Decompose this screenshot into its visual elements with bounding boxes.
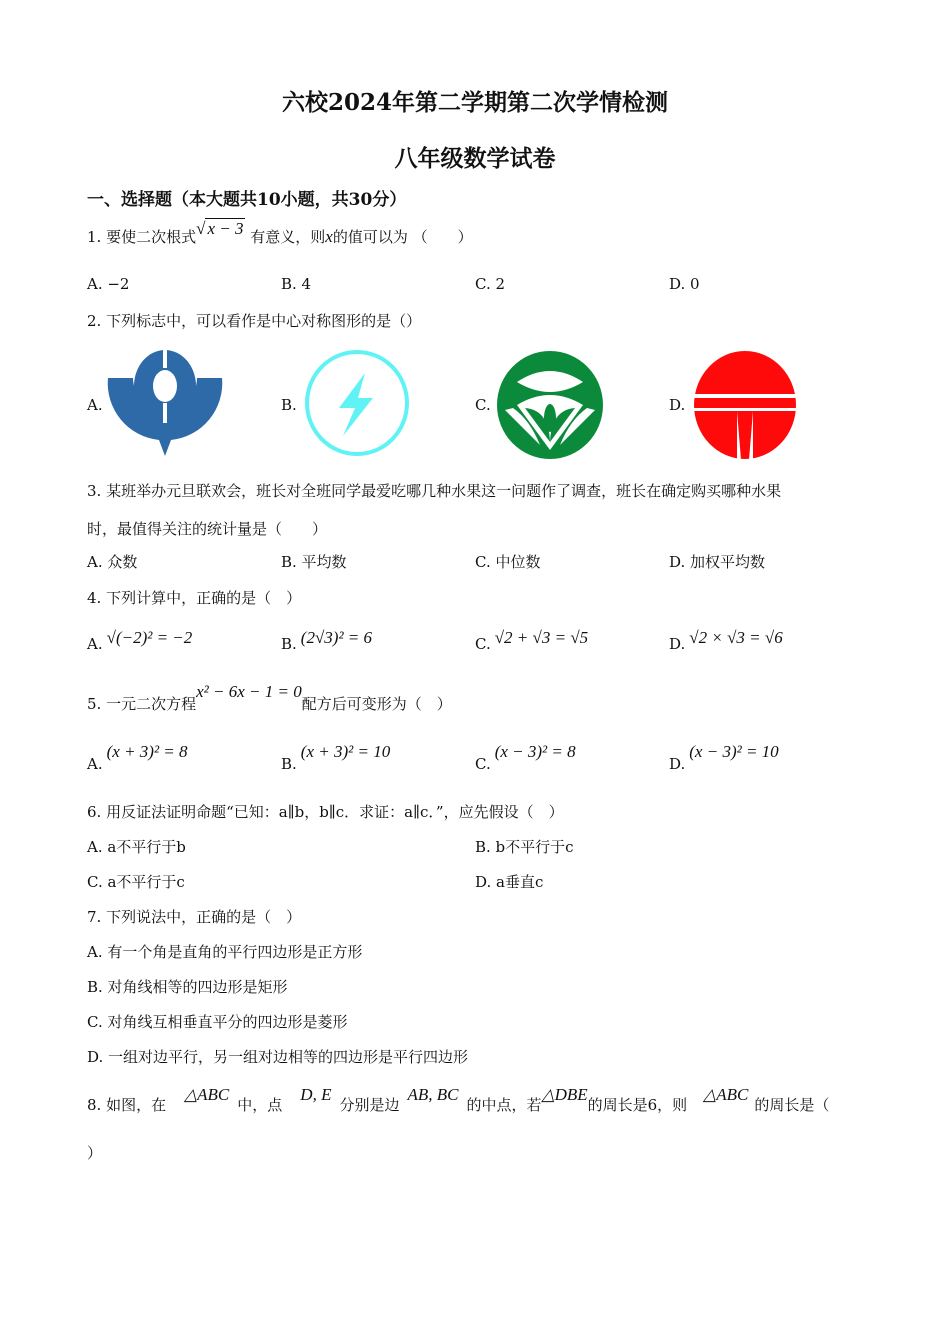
q5-label-a: A. bbox=[87, 755, 103, 773]
q5-expr-d: (x − 3)² = 10 bbox=[689, 742, 779, 761]
q8-text-6: 的周长是（ bbox=[754, 1096, 830, 1114]
question-2: 2. 下列标志中，可以看作是中心对称图形的是（） bbox=[87, 312, 422, 330]
q8-math-4: △DBE bbox=[541, 1085, 588, 1104]
q8-math-2: D, E bbox=[300, 1085, 332, 1104]
q6-option-d: D. a垂直c bbox=[475, 873, 544, 891]
question-1 bbox=[87, 219, 473, 247]
q2-label-b: B. bbox=[281, 396, 297, 414]
section-heading: 一、选择题（本大题共10小题，共30分） bbox=[87, 190, 407, 210]
q5-option-b bbox=[281, 742, 391, 774]
q5-expr-a: (x + 3)² = 8 bbox=[106, 742, 188, 761]
q2-label-c: C. bbox=[475, 396, 491, 414]
question-3-line-2: 时，最值得关注的统计量是（ ） bbox=[87, 520, 328, 538]
q3-option-b: B. 平均数 bbox=[281, 553, 347, 571]
q2-label-d: D. bbox=[669, 396, 686, 414]
q7-option-a: A. 有一个角是直角的平行四边形是正方形 bbox=[87, 943, 363, 961]
q4-label-a: A. bbox=[87, 635, 103, 653]
q8-math-1: △ABC bbox=[184, 1085, 230, 1104]
q8-text-1: 8. 如图，在 bbox=[87, 1096, 167, 1114]
q8-text-5: 的周长是6，则 bbox=[587, 1096, 688, 1114]
q4-expr-d: √2 × √3 = √6 bbox=[689, 628, 783, 647]
q4-option-b bbox=[281, 628, 373, 654]
q5-option-c bbox=[475, 742, 576, 774]
q6-option-c: C. a不平行于c bbox=[87, 873, 185, 891]
question-8 bbox=[87, 1085, 830, 1115]
q6-option-b: B. b不平行于c bbox=[475, 838, 574, 856]
exam-title: 六校2024年第二学期第二次学情检测 bbox=[281, 89, 668, 116]
q7-option-b: B. 对角线相等的四边形是矩形 bbox=[87, 978, 288, 996]
q8-text-2: 中，点 bbox=[237, 1096, 283, 1114]
q6-option-a: A. a不平行于b bbox=[87, 838, 186, 856]
q5-option-a bbox=[87, 742, 188, 774]
q1-option-c: C. 2 bbox=[475, 275, 506, 293]
sqrt-symbol: √ bbox=[196, 219, 206, 238]
cyan-lightning-circle-icon bbox=[303, 348, 411, 458]
q3-option-a: A. 众数 bbox=[87, 553, 138, 571]
question-7: 7. 下列说法中，正确的是（ ） bbox=[87, 908, 302, 926]
q1-option-b: B. 4 bbox=[281, 275, 312, 293]
q8-line-2: ） bbox=[87, 1144, 103, 1162]
q5-label-b: B. bbox=[281, 755, 297, 773]
q8-text-4: 的中点，若 bbox=[466, 1096, 542, 1114]
q5-label-c: C. bbox=[475, 755, 491, 773]
q5-label-d: D. bbox=[669, 755, 686, 773]
q1-text-2: 有意义，则 bbox=[250, 228, 326, 246]
q3-option-c: C. 中位数 bbox=[475, 553, 541, 571]
q5-equation: x² − 6x − 1 = 0 bbox=[196, 682, 302, 701]
question-6: 6. 用反证法证明命题“已知：a∥b，b∥c．求证：a∥c．”，应先假设（ ） bbox=[87, 803, 564, 821]
q4-label-d: D. bbox=[669, 635, 686, 653]
q8-math-5: △ABC bbox=[703, 1085, 749, 1104]
q4-label-b: B. bbox=[281, 635, 297, 653]
question-3-line-1: 3. 某班举办元旦联欢会，班长对全班同学最爱吃哪几种水果这一问题作了调查，班长在确定购买哪种水果 bbox=[87, 482, 782, 500]
q1-option-a: A. −2 bbox=[87, 275, 130, 293]
q4-label-c: C. bbox=[475, 635, 491, 653]
q1-text-3: 的值可以为 （ ） bbox=[332, 228, 473, 246]
q5-text: 5. 一元二次方程 bbox=[87, 695, 197, 713]
q1-option-d: D. 0 bbox=[669, 275, 700, 293]
q4-expr-a: √(−2)² = −2 bbox=[106, 628, 193, 647]
q4-expr-b: (2√3)² = 6 bbox=[300, 628, 373, 647]
q7-option-c: C. 对角线互相垂直平分的四边形是菱形 bbox=[87, 1013, 348, 1031]
q4-expr-c: √2 + √3 = √5 bbox=[494, 628, 589, 647]
q4-option-d bbox=[669, 628, 783, 654]
question-4: 4. 下列计算中，正确的是（ ） bbox=[87, 589, 302, 607]
q2-label-a: A. bbox=[87, 396, 103, 414]
q5-expr-c: (x − 3)² = 8 bbox=[494, 742, 576, 761]
q5-text-2: 配方后可变形为（ ） bbox=[301, 695, 452, 713]
q5-expr-b: (x + 3)² = 10 bbox=[300, 742, 391, 761]
red-oval-emblem-icon bbox=[693, 350, 797, 460]
q8-math-3: AB, BC bbox=[407, 1085, 459, 1104]
exam-subtitle: 八年级数学试卷 bbox=[394, 145, 556, 172]
q4-option-a bbox=[87, 628, 193, 654]
q1-text: 1. 要使二次根式 bbox=[87, 228, 197, 246]
q8-text-3: 分别是边 bbox=[339, 1096, 400, 1114]
q5-option-d bbox=[669, 742, 779, 774]
q1-var: x bbox=[325, 227, 333, 246]
q7-option-d: D. 一组对边平行，另一组对边相等的四边形是平行四边形 bbox=[87, 1048, 469, 1066]
question-5 bbox=[87, 682, 452, 714]
q3-option-d: D. 加权平均数 bbox=[669, 553, 766, 571]
green-leaf-emblem-icon bbox=[495, 350, 605, 460]
q4-option-c bbox=[475, 628, 589, 654]
q1-radicand: x − 3 bbox=[207, 219, 244, 238]
blue-emblem-icon bbox=[105, 348, 225, 458]
